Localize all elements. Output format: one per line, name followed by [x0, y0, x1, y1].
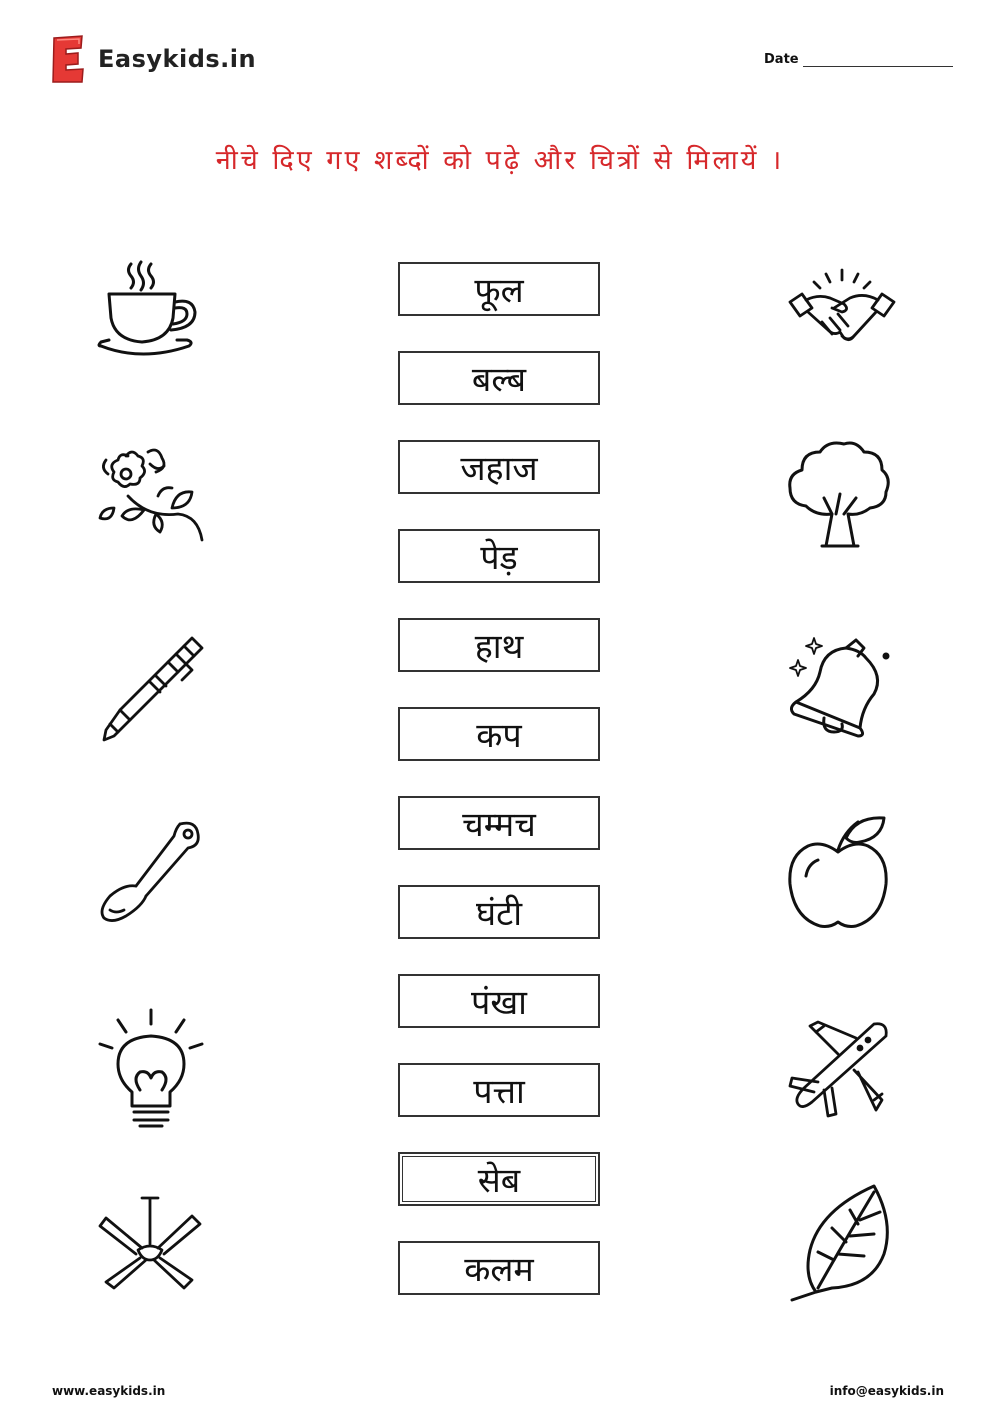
flower-icon[interactable] — [98, 438, 206, 546]
footer-website[interactable]: www.easykids.in — [52, 1384, 166, 1398]
word-box[interactable]: पत्ता — [398, 1063, 600, 1117]
cup-icon[interactable] — [95, 258, 205, 360]
word-box[interactable]: फूल — [398, 262, 600, 316]
word-box[interactable]: कप — [398, 707, 600, 761]
fan-icon[interactable] — [96, 1194, 204, 1290]
bell-icon[interactable] — [784, 632, 894, 744]
word-box[interactable]: हाथ — [398, 618, 600, 672]
pen-icon[interactable] — [96, 632, 208, 744]
instruction-text: नीचे दिए गए शब्दों को पढ़े और चित्रों से मिलायें । — [215, 145, 785, 176]
spoon-icon[interactable] — [96, 818, 206, 926]
handshake-icon[interactable] — [788, 268, 896, 356]
word-box[interactable]: पंखा — [398, 974, 600, 1028]
word-box[interactable]: जहाज — [398, 440, 600, 494]
airplane-icon[interactable] — [788, 1018, 892, 1122]
date-label: Date — [764, 52, 799, 67]
word-box[interactable]: कलम — [398, 1241, 600, 1295]
leaf-icon[interactable] — [788, 1182, 892, 1302]
footer-email[interactable]: info@easykids.in — [829, 1384, 944, 1398]
word-box[interactable]: सेब — [398, 1152, 600, 1206]
logo — [50, 34, 256, 84]
date-field[interactable] — [803, 66, 953, 67]
logo-e-icon — [50, 34, 86, 84]
word-box[interactable]: बल्ब — [398, 351, 600, 405]
word-box[interactable]: पेड़ — [398, 529, 600, 583]
word-box[interactable]: घंटी — [398, 885, 600, 939]
bulb-icon[interactable] — [96, 1006, 206, 1132]
brand-name: Easykids.in — [98, 45, 257, 73]
apple-icon[interactable] — [786, 814, 890, 932]
word-box[interactable]: चम्मच — [398, 796, 600, 850]
tree-icon[interactable] — [786, 438, 894, 550]
